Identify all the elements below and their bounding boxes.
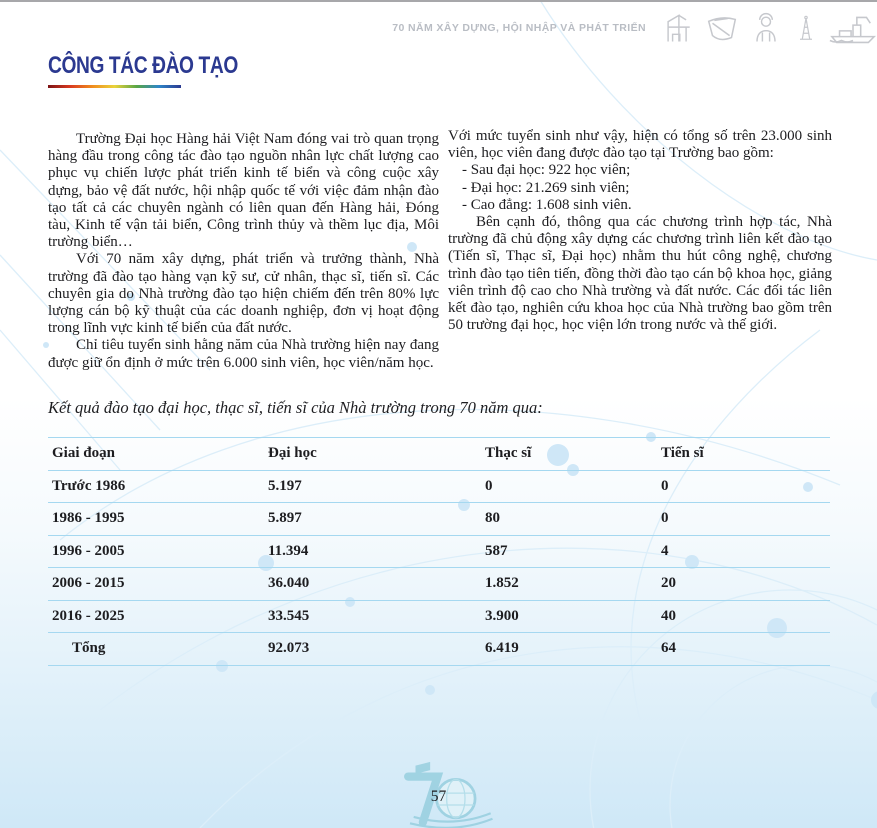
table-cell: 1986 - 1995 bbox=[52, 510, 125, 527]
title-underline bbox=[48, 85, 181, 88]
article-right-column bbox=[448, 128, 832, 334]
table-cell: 3.900 bbox=[485, 607, 519, 624]
paragraph: Với mức tuyển sinh như vậy, hiện có tổng số trên 23.000 sinh viên, học viên đang được đào tạo tại Trường bao gồm: bbox=[448, 128, 832, 162]
table-caption: Kết quả đào tạo đại học, thạc sĩ, tiến sĩ của Nhà trường trong 70 năm qua: bbox=[48, 398, 543, 417]
page-top-rule bbox=[0, 0, 877, 2]
column-header: Đại học bbox=[268, 445, 317, 462]
paragraph: Với 70 năm xây dựng, phát triển và trưởng thành, Nhà trường đã đào tạo hàng vạn kỹ sư, cử nhân, thạc sĩ, tiến sĩ. Các chuyên gia do Nhà trường đào tạo hiện chiếm đến trên 80% lực lượng cán bộ kỹ thuật của các doanh nghiệp, đơn vị hoạt động trong lĩnh vực kinh tế biển của đất nước. bbox=[48, 251, 439, 337]
table-cell: Trước 1986 bbox=[52, 477, 126, 494]
table-cell: 11.394 bbox=[268, 542, 309, 559]
table-cell: 64 bbox=[661, 640, 676, 657]
list-item: - Đại học: 21.269 sinh viên; bbox=[462, 179, 630, 196]
oil-rig-icon bbox=[791, 8, 821, 48]
header-icon-strip bbox=[660, 8, 877, 48]
table-cell: 587 bbox=[485, 542, 508, 559]
table-row bbox=[48, 503, 830, 536]
article-left-column bbox=[48, 131, 439, 372]
header-tagline: 70 NĂM XÂY DỰNG, HỘI NHẬP VÀ PHÁT TRIỂN bbox=[392, 22, 646, 34]
table-cell: 40 bbox=[661, 607, 676, 624]
table-cell: 1.852 bbox=[485, 575, 519, 592]
table-cell: 5.897 bbox=[268, 510, 302, 527]
page-title: CÔNG TÁC ĐÀO TẠO bbox=[48, 52, 238, 79]
ship-hull-icon bbox=[703, 8, 741, 48]
table-total-row bbox=[48, 633, 830, 666]
page-number: 57 bbox=[430, 788, 447, 805]
table-cell: Tổng bbox=[72, 640, 106, 657]
paragraph: Bên cạnh đó, thông qua các chương trình hợp tác, Nhà trường đã chủ động xây dựng các chương trình liên kết đào tạo (Tiến sĩ, Thạc sĩ, Đại học) nhằm thu hút công nghệ, chương trình đào tạo tiên tiến, đồng thời đào tạo cán bộ khoa học, giảng viên trình độ cao cho Nhà trường và đất nước. Các đối tác liên kết đào tạo, nghiên cứu khoa học của Nhà trường bao gồm trên 50 trường đại học, học viện lớn trong nước và thế giới. bbox=[448, 214, 832, 334]
column-header: Giai đoạn bbox=[52, 445, 115, 462]
table-row bbox=[48, 536, 830, 569]
table-cell: 20 bbox=[661, 575, 676, 592]
column-header: Thạc sĩ bbox=[485, 445, 532, 462]
table-cell: 0 bbox=[485, 477, 493, 494]
table-cell: 2006 - 2015 bbox=[52, 575, 125, 592]
table-row bbox=[48, 471, 830, 504]
table-cell: 2016 - 2025 bbox=[52, 607, 125, 624]
table-cell: 4 bbox=[661, 542, 669, 559]
cargo-ship-icon bbox=[828, 8, 877, 48]
table-cell: 92.073 bbox=[268, 640, 310, 657]
table-row bbox=[48, 568, 830, 601]
table-cell: 80 bbox=[485, 510, 500, 527]
column-header: Tiến sĩ bbox=[661, 445, 704, 462]
paragraph: Trường Đại học Hàng hải Việt Nam đóng vai trò quan trọng hàng đầu trong công tác đào tạo nguồn nhân lực chất lượng cao phục vụ chiến lược phát triển kinh tế biển và công cuộc xây dựng, bảo vệ đất nước, hội nhập quốc tế với việc đảm nhận đào tạo tất cả các chuyên ngành có liên quan đến Hàng hải, Đóng tàu, Kinh tế vận tải biển, Công trình thủy và thềm lục địa, Môi trường biển… bbox=[48, 131, 439, 251]
table-cell: 36.040 bbox=[268, 575, 310, 592]
table-header-row bbox=[48, 438, 830, 471]
table-cell: 6.419 bbox=[485, 640, 519, 657]
table-row bbox=[48, 601, 830, 634]
table-cell: 1996 - 2005 bbox=[52, 542, 125, 559]
gantry-crane-icon bbox=[660, 8, 696, 48]
table-cell: 0 bbox=[661, 510, 669, 527]
training-results-table bbox=[48, 437, 830, 666]
table-cell: 33.545 bbox=[268, 607, 310, 624]
table-cell: 5.197 bbox=[268, 477, 302, 494]
paragraph: Chỉ tiêu tuyển sinh hằng năm của Nhà trường hiện nay đang được giữ ổn định ở mức trên 6.000 sinh viên, học viên/năm học. bbox=[48, 337, 439, 371]
list-item: - Sau đại học: 922 học viên; bbox=[462, 162, 631, 179]
engineer-icon bbox=[748, 8, 784, 48]
table-cell: 0 bbox=[661, 477, 669, 494]
list-item: - Cao đẳng: 1.608 sinh viên. bbox=[462, 196, 632, 213]
